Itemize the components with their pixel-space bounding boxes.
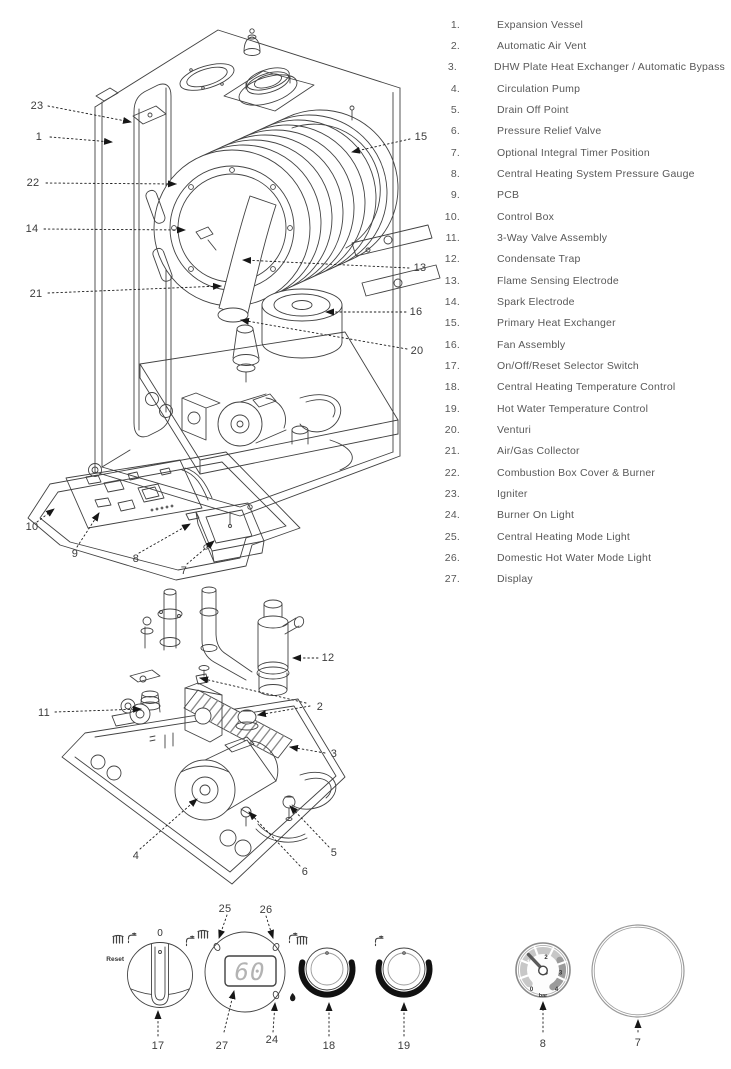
- legend-item-number: 12.: [444, 253, 460, 266]
- callout-number: 17: [151, 1040, 165, 1052]
- legend-item-number: 16.: [444, 338, 460, 351]
- legend-item-label: PCB: [497, 189, 520, 202]
- radiator-icon: [113, 935, 123, 943]
- legend-item: [420, 99, 725, 120]
- flame-icon: [290, 993, 295, 1001]
- legend-item-number: 25.: [444, 530, 460, 543]
- legend-item-label: Primary Heat Exchanger: [497, 317, 616, 330]
- legend-item-label: Circulation Pump: [497, 82, 581, 95]
- fan-assembly: [262, 289, 342, 358]
- legend-item-number: 3.: [447, 61, 458, 74]
- callout-number: 2: [316, 701, 324, 713]
- radiator-icon: [198, 930, 208, 938]
- legend-item: [420, 569, 725, 590]
- callout-number: 27: [215, 1040, 229, 1052]
- legend-item: [420, 14, 725, 35]
- selector-zero-label: 0: [157, 928, 163, 939]
- flue-collar: [177, 58, 314, 111]
- gauge-tick-1: 1: [526, 960, 531, 966]
- legend-item: [420, 313, 725, 334]
- callout-number: 4: [132, 850, 140, 862]
- ch-temperature-knob: [297, 936, 353, 1036]
- callout-number: 18: [322, 1040, 336, 1052]
- callout-number: 14: [25, 223, 39, 235]
- legend-item-label: Optional Integral Timer Position: [497, 146, 650, 159]
- legend-item: [420, 505, 725, 526]
- legend-item: [420, 163, 725, 184]
- legend-item-label: DHW Plate Heat Exchanger / Automatic Bypass: [494, 61, 725, 74]
- legend-item-label: Central Heating Mode Light: [497, 530, 631, 543]
- display-value: 60: [234, 958, 266, 986]
- legend-item-number: 24.: [444, 509, 460, 522]
- pressure-relief-valve: [241, 807, 251, 826]
- callout-number: 9: [71, 548, 79, 560]
- gauge-unit-label: bar: [538, 993, 548, 999]
- legend-item-label: Combustion Box Cover & Burner: [497, 466, 656, 479]
- legend-item: [420, 462, 725, 483]
- legend-item-label: Spark Electrode: [497, 295, 575, 308]
- legend-item-number: 5.: [450, 103, 460, 116]
- gauge-tick-2: 2: [544, 955, 548, 961]
- legend-item-number: 27.: [444, 573, 460, 586]
- legend-item: [420, 355, 725, 376]
- legend-item-label: Central Heating Temperature Control: [497, 381, 676, 394]
- legend-item-number: 26.: [444, 551, 460, 564]
- callout-number: 5: [330, 847, 338, 859]
- legend-item: [420, 57, 725, 78]
- callout-number: 26: [259, 904, 273, 916]
- legend-item-label: Air/Gas Collector: [497, 445, 580, 458]
- tap-icon: [187, 936, 195, 946]
- legend-item: [420, 441, 725, 462]
- legend-item: [420, 227, 725, 248]
- legend-item-label: Control Box: [497, 210, 555, 223]
- gauge-tick-3: 3: [558, 970, 563, 977]
- legend-item: [420, 483, 725, 504]
- legend-item: [420, 185, 725, 206]
- callout-number: 7: [180, 565, 188, 577]
- callout-number: 8: [539, 1038, 547, 1050]
- legend-item: [420, 206, 725, 227]
- legend-item: [420, 142, 725, 163]
- callout-number: 19: [397, 1040, 411, 1052]
- callout-number: 8: [132, 553, 140, 565]
- pressure-gauge: [516, 943, 570, 1032]
- legend-item: [420, 35, 725, 56]
- legend-item-number: 21.: [444, 445, 460, 458]
- legend-item-number: 20.: [444, 423, 460, 436]
- callout-number: 13: [413, 262, 427, 274]
- callout-number: 12: [321, 652, 335, 664]
- callout-number: 6: [301, 866, 309, 878]
- callout-number: 25: [218, 903, 232, 915]
- legend-item-number: 9.: [450, 189, 460, 202]
- legend-item-label: Burner On Light: [497, 509, 575, 522]
- legend-item-number: 4.: [450, 82, 460, 95]
- callout-number: 15: [414, 131, 428, 143]
- legend-item: [420, 121, 725, 142]
- three-way-valve: [121, 670, 160, 724]
- pcb: [66, 460, 212, 528]
- legend-item: [420, 249, 725, 270]
- legend-item-number: 18.: [444, 381, 460, 394]
- legend-item-label: Automatic Air Vent: [497, 39, 587, 52]
- callout-number: 22: [26, 177, 40, 189]
- legend-item-label: Expansion Vessel: [497, 18, 584, 31]
- boiler-exploded-view: [25, 29, 440, 580]
- legend-item: [420, 334, 725, 355]
- callout-number: 1: [35, 131, 43, 143]
- tap-icon: [376, 936, 384, 946]
- legend-item-number: 13.: [444, 274, 460, 287]
- legend-item-number: 11.: [445, 231, 460, 244]
- legend-item-number: 6.: [450, 125, 460, 138]
- callout-number: 11: [37, 707, 51, 719]
- legend-item-label: On/Off/Reset Selector Switch: [497, 359, 639, 372]
- venturi: [233, 325, 259, 382]
- legend-item: [420, 398, 725, 419]
- legend-item-number: 22.: [444, 466, 460, 479]
- legend-item: [420, 419, 725, 440]
- drain-off-point: [283, 796, 295, 821]
- legend-item: [420, 547, 725, 568]
- callout-number: 3: [330, 748, 338, 760]
- legend-item-label: Igniter: [497, 487, 528, 500]
- hydraulic-assembly-view: [55, 587, 345, 884]
- selector-knob: [106, 928, 194, 1036]
- legend-item: [420, 270, 725, 291]
- legend-item-label: 3-Way Valve Assembly: [497, 231, 608, 244]
- legend-item-number: 17.: [444, 359, 460, 372]
- legend-item-label: Condensate Trap: [497, 253, 581, 266]
- legend-item-label: Pressure Relief Valve: [497, 125, 602, 138]
- legend-item-label: Fan Assembly: [497, 338, 566, 351]
- legend-item-label: Display: [497, 573, 533, 586]
- gauge-tick-0: 0: [529, 987, 534, 993]
- callout-number: 24: [265, 1034, 279, 1046]
- igniter: [133, 106, 166, 124]
- tap-icon: [290, 933, 298, 943]
- callout-number: 16: [409, 306, 423, 318]
- legend-item-number: 2.: [450, 39, 460, 52]
- parts-legend: [420, 14, 725, 590]
- legend-item: [420, 526, 725, 547]
- legend-item: [420, 78, 725, 99]
- legend-item-label: Domestic Hot Water Mode Light: [497, 551, 652, 564]
- callout-number: 10: [25, 521, 39, 533]
- gauge-tick-4: 4: [554, 987, 559, 993]
- legend-item: [420, 377, 725, 398]
- legend-item-number: 7.: [450, 146, 460, 159]
- legend-item-number: 8.: [450, 167, 460, 180]
- legend-item-label: Flame Sensing Electrode: [497, 274, 619, 287]
- legend-item-number: 1.: [450, 18, 460, 31]
- radiator-icon: [297, 936, 307, 944]
- callout-number: 21: [29, 288, 43, 300]
- legend-item-number: 15.: [444, 317, 460, 330]
- selector-reset-label: Reset: [106, 956, 124, 963]
- condensate-trap: [257, 600, 305, 696]
- legend-item-label: Venturi: [497, 423, 532, 436]
- timer-compartment: [196, 503, 264, 562]
- tap-icon: [129, 933, 137, 943]
- timer-circle: [592, 925, 684, 1032]
- control-box: [25, 452, 300, 580]
- legend-item-number: 23.: [444, 487, 460, 500]
- callout-number: 7: [634, 1037, 642, 1049]
- callout-number: 23: [30, 100, 44, 112]
- legend-item-label: Hot Water Temperature Control: [497, 402, 649, 415]
- legend-item-number: 14.: [444, 295, 460, 308]
- legend-item-label: Central Heating System Pressure Gauge: [497, 167, 695, 180]
- display-dial: [198, 915, 297, 1032]
- chassis-tray: [140, 332, 398, 474]
- legend-item-number: 19.: [444, 402, 460, 415]
- callout-number: 20: [410, 345, 424, 357]
- legend-item: [420, 291, 725, 312]
- legend-item-number: 10.: [444, 210, 460, 223]
- dhw-temperature-knob: [376, 936, 430, 1036]
- legend-item-label: Drain Off Point: [497, 103, 569, 116]
- control-panel-row: [106, 915, 684, 1036]
